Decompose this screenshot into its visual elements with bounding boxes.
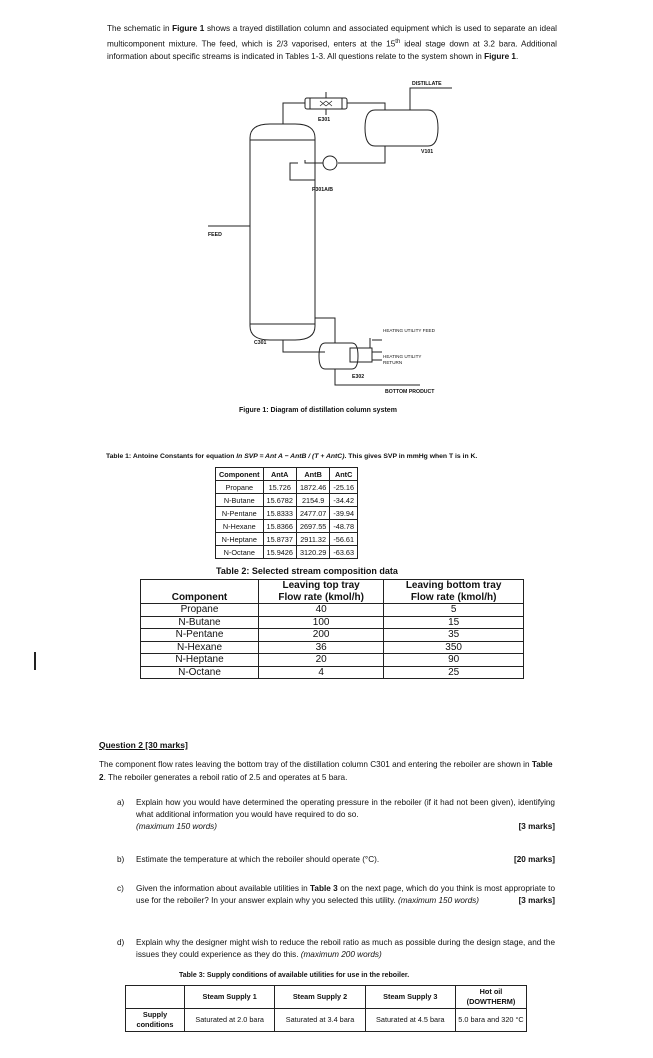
question-title: Question 2 [30 marks] xyxy=(99,740,188,750)
table1-header: AntB xyxy=(296,468,329,481)
table1-header: Component xyxy=(216,468,264,481)
reboiler-e302 xyxy=(319,343,358,369)
question-part-a: a) Explain how you would have determined the operating pressure in the reboiler (if it had not been given), identifying what additional information you would have required to do so. (maximum 150 words) [3 marks] xyxy=(117,798,555,831)
question-part-d: d) Explain why the designer might wish to reduce the reboil ratio as much as possible during the design stage, and the issues they could experience as they do this. (maximum 200 words) xyxy=(117,938,555,959)
table-row: N-Butane 15.6782 2154.9 -34.42 xyxy=(216,494,358,507)
table3-header: Steam Supply 1 xyxy=(185,986,275,1009)
table-row: N-Heptane 15.8737 2911.32 -56.61 xyxy=(216,533,358,546)
figure-caption: Figure 1: Diagram of distillation column system xyxy=(239,407,397,414)
pump-p301 xyxy=(323,156,337,170)
table2-header: Component xyxy=(141,592,259,604)
question-intro: The component flow rates leaving the bottom tray of the distillation column C301 and entering the reboiler are shown in Table 2. The reboiler generates a reboil ratio of 2.5 and operates at 5 bara. xyxy=(99,760,553,782)
antoine-table xyxy=(215,467,358,559)
table-row: Propane 40 5 xyxy=(141,604,524,617)
label-heating-return: HEATING UTILITY RETURN xyxy=(383,354,422,365)
table1-title: Table 1: Antoine Constants for equation ln SVP = Ant A − AntB / (T + AntC). This gives SVP in mmHg when T is in K. xyxy=(106,453,478,460)
table3-title: Table 3: Supply conditions of available utilities for use in the reboiler. xyxy=(179,972,410,979)
table2-header: Leaving top tray xyxy=(259,580,384,592)
vapour-fraction: 2/3 xyxy=(276,39,288,49)
label-bottom-product: BOTTOM PRODUCT xyxy=(385,389,435,395)
reflux-drum-v101 xyxy=(365,110,438,146)
table3-header: Hot oil (DOWTHERM) xyxy=(456,986,527,1009)
table-row: N-Butane 100 15 xyxy=(141,616,524,629)
table2-header: Leaving bottom tray xyxy=(384,580,524,592)
label-e301: E301 xyxy=(318,117,331,123)
table-row: N-Heptane 20 90 xyxy=(141,654,524,667)
table3-header: Steam Supply 2 xyxy=(275,986,365,1009)
distillation-diagram xyxy=(0,0,653,450)
label-e302: E302 xyxy=(352,374,365,380)
table2-header: Flow rate (kmol/h) xyxy=(384,592,524,604)
table-row: Supply conditions Saturated at 2.0 bara Saturated at 3.4 bara Saturated at 4.5 bara 5.0 bara and 320 °C xyxy=(126,1009,527,1032)
table3-header: Steam Supply 3 xyxy=(365,986,455,1009)
label-feed: FEED xyxy=(208,232,222,238)
label-distillate: DISTILLATE xyxy=(412,81,442,87)
question-part-c: c) Given the information about available utilities in Table 3 on the next page, which do you think is most appropriate to use for the reboiler? In your answer explain why you selected this utility. (maximum 150 words) [3 marks] xyxy=(117,884,555,905)
question-part-b: b) Estimate the temperature at which the reboiler should operate (°C). [20 marks] xyxy=(117,855,555,864)
table-row: N-Hexane 15.8366 2697.55 -48.78 xyxy=(216,520,358,533)
table1-header: AntC xyxy=(330,468,358,481)
intro-paragraph: The schematic in Figure 1 shows a trayed distillation column and associated equipment which is used to separate an ideal multicomponent mixture. The feed, which is 2/3 vaporised, enters at the 15th ideal stage down at 3.2 bara. Additional information about specific streams is indicated in Tables 1-3. All questions relate to the system shown in Figure 1. xyxy=(107,24,557,61)
column-c301 xyxy=(250,124,315,340)
figure-ref: Figure 1 xyxy=(172,24,205,33)
label-p301: P301A/B xyxy=(312,187,334,193)
label-heating-feed: HEATING UTILITY FEED xyxy=(383,328,435,333)
composition-table xyxy=(140,579,524,679)
table-row: Propane 15.726 1872.46 -25.16 xyxy=(216,481,358,494)
label-c301: C301 xyxy=(254,340,267,346)
table-row: N-Octane 15.9426 3120.29 -63.63 xyxy=(216,546,358,559)
table-row: N-Hexane 36 350 xyxy=(141,641,524,654)
table-row: N-Pentane 15.8333 2477.07 -39.94 xyxy=(216,507,358,520)
table2-title: Table 2: Selected stream composition data xyxy=(216,566,398,576)
table-row: N-Octane 4 25 xyxy=(141,666,524,679)
condenser-e301 xyxy=(305,98,347,109)
table2-header: Flow rate (kmol/h) xyxy=(259,592,384,604)
margin-bar xyxy=(34,652,36,670)
label-v101: V101 xyxy=(421,149,434,155)
utilities-table xyxy=(125,985,527,1032)
table1-header: AntA xyxy=(263,468,296,481)
table-row: N-Pentane 200 35 xyxy=(141,629,524,642)
